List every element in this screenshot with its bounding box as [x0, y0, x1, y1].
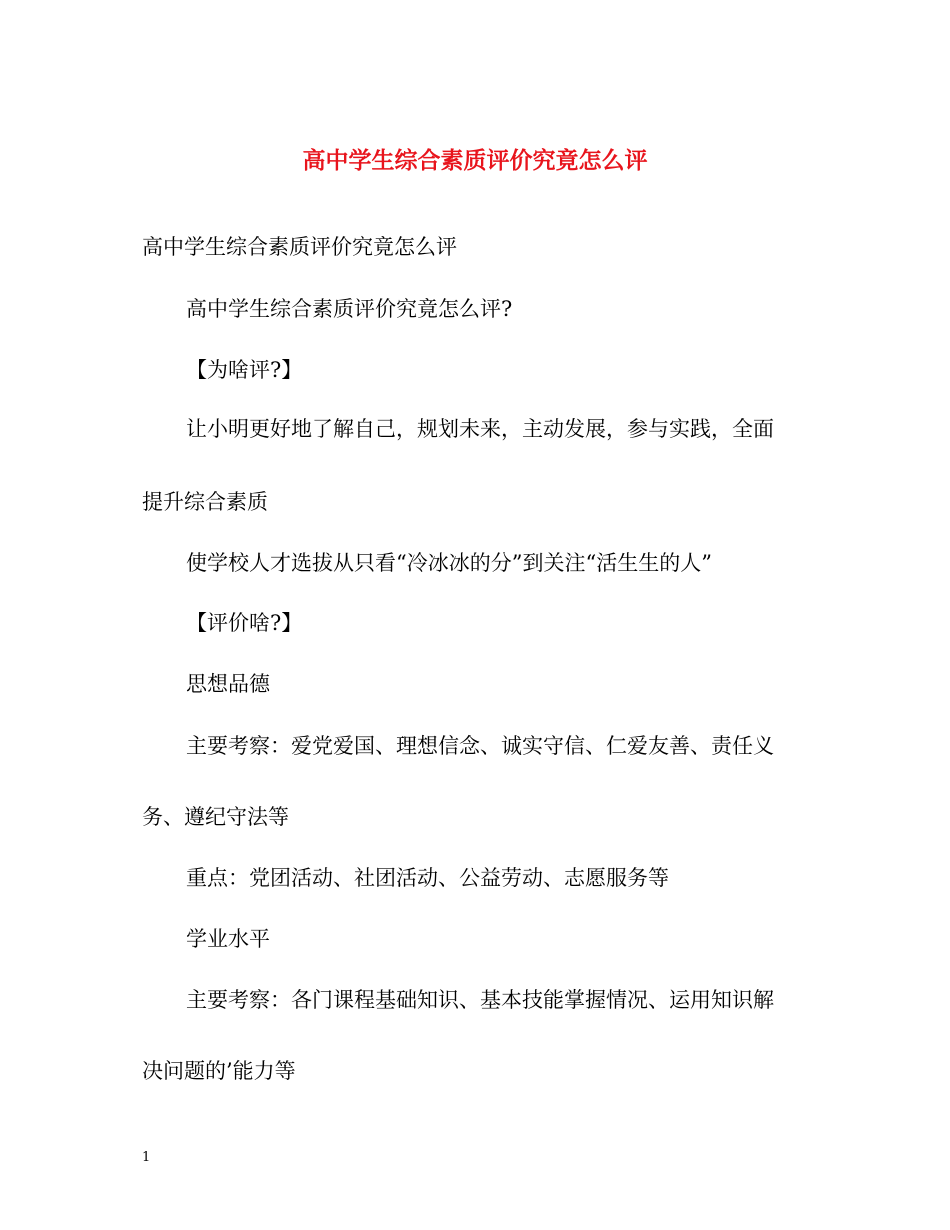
paragraph-line: 主要考察：各门课程基础知识、基本技能掌握情况、运用知识解 — [186, 988, 774, 1012]
heading-line: 高中学生综合素质评价究竟怎么评 — [142, 235, 457, 259]
paragraph-line: 重点：党团活动、社团活动、公益劳动、志愿服务等 — [186, 866, 669, 890]
section-heading-why: 【为啥评?】 — [186, 358, 303, 382]
paragraph-line: 高中学生综合素质评价究竟怎么评? — [186, 297, 513, 321]
subheading-moral: 思想品德 — [186, 672, 270, 696]
paragraph-line-continued: 决问题的’能力等 — [142, 1059, 296, 1083]
page-number: 1 — [142, 1150, 151, 1165]
document-title: 高中学生综合素质评价究竟怎么评 — [302, 147, 648, 174]
paragraph-line: 让小明更好地了解自己，规划未来，主动发展，参与实践，全面 — [186, 417, 774, 441]
subheading-academic: 学业水平 — [186, 927, 270, 951]
paragraph-line-continued: 提升综合素质 — [142, 490, 268, 514]
paragraph-line: 使学校人才选拔从只看“冷冰冰的分”到关注“活生生的人” — [186, 551, 712, 575]
section-heading-what: 【评价啥?】 — [186, 611, 303, 635]
paragraph-line-continued: 务、遵纪守法等 — [142, 805, 289, 829]
paragraph-line: 主要考察：爱党爱国、理想信念、诚实守信、仁爱友善、责任义 — [186, 734, 774, 758]
